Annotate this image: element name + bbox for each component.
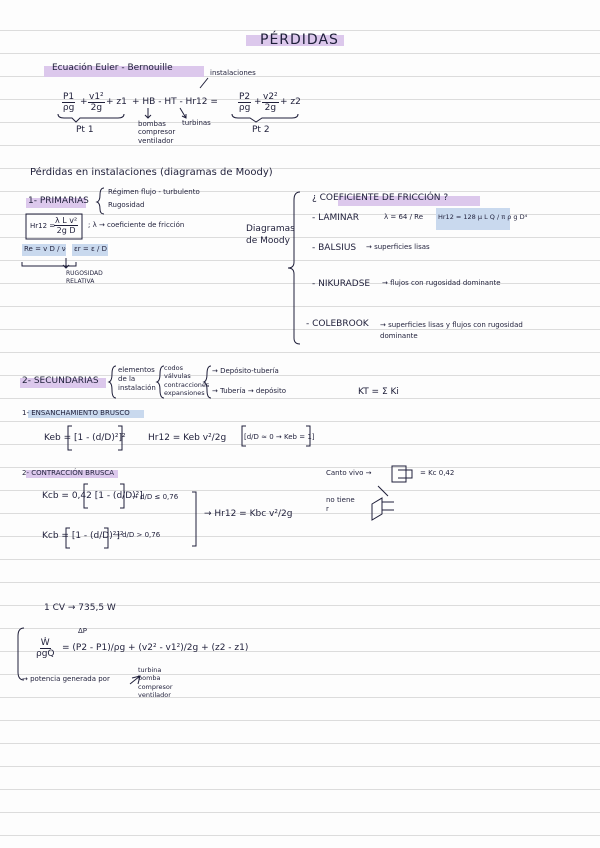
potencia-arrow-note: turbina bomba compresor ventilador [138,666,173,700]
eq-v2-frac [262,92,279,114]
eq-p2-frac [238,92,251,114]
hr12-lhs: Hr12 = [30,222,56,230]
pipe-contraction [392,466,406,482]
eq-v1-den: 2g [90,103,103,114]
brace-kcb [192,492,196,546]
kcb2-formula: Kcb = [1 - (d/D)²]² [42,531,124,541]
contraccion-heading: 2- CONTRACCIÓN BRUSCA [22,469,115,477]
kcb1-condition: → d/D ≤ 0,76 [132,493,179,501]
perdidas-heading: Pérdidas en instalaciones (diagramas de Moody) [30,167,273,178]
kt-formula: KT = Σ Ki [358,387,399,397]
eq-p1-den: ρg [62,103,75,114]
brace-potencia [18,628,24,680]
ht-note: turbinas [182,119,211,127]
kcb1-formula: Kcb = 0,42 [1 - (d/D)²] [42,491,143,501]
er-formula: εr = ε / D [74,245,107,253]
brace-friccion [288,192,300,344]
eq-z2: + z2 [280,97,301,107]
arrow-no-tiene [378,486,388,496]
eq-p1-frac [62,92,75,114]
arrow-hb [145,108,151,118]
secundarias-notes-mid: codos válvulas contracciones expansiones [164,364,210,398]
secundarias-notes-left: elementos de la instalación [118,366,156,393]
rugosidad-note: RUGOSIDAD RELATIVA [66,270,103,285]
brace-elementos [157,366,164,398]
ensanchamiento-limit: [d/D ≈ 0 → Keb = 1] [244,433,315,441]
eq-middle: + HB - HT - Hr12 = [132,97,218,107]
hb-note: bombas compresor ventilador [138,120,176,145]
eq-v2-num: v2² [263,92,278,102]
eq-p2-num: P2 [239,92,251,102]
tuberia-deposito: → Tubería → depósito [212,387,287,395]
friccion-heading: ¿ COEFICIENTE DE FRICCIÓN ? [312,193,449,203]
pipe-rounded [372,498,394,520]
balsius-label: - BALSIUS [312,243,357,253]
colebrook-note: → superficies lisas y flujos con rugosidad dominante [380,321,523,340]
keb-formula: Keb = [1 - (d/D)²]² [44,433,126,443]
laminar-label: - LAMINAR [312,213,360,223]
primarias-note-2: Rugosidad [108,201,145,209]
pt2-label: Pt 2 [252,125,270,135]
eq-p2-den: ρg [238,103,251,114]
eq-v1-frac [88,92,105,114]
cv-conversion: 1 CV → 735,5 W [44,603,116,613]
ensanchamiento-heading: 1- ENSANCHAMIENTO BRUSCO [22,409,130,417]
plus-sign-2: + [254,97,262,107]
eq-v2-den: 2g [264,103,277,114]
eq-p1-num: P1 [63,92,75,102]
bernoulli-heading: Ecuación Euler - Bernouille [52,63,173,73]
w-den: ρgQ [36,649,55,660]
potencia-eq: = (P2 - P1)/ρg + (v2² - v1²)/2g + (z2 - z1) [62,643,249,653]
eq-v1-num: v1² [89,92,104,102]
instalaciones-note: instalaciones [210,69,256,77]
w-frac [36,638,55,660]
secundarias-label: 2- SECUNDARIAS [22,376,99,386]
laminar-formula: λ = 64 / Re [384,213,424,221]
re-formula: Re = v D / ν [24,245,66,253]
arrow-er [63,258,69,268]
w-num: Ẇ [40,638,50,648]
hr12-frac [54,216,78,235]
diagramas-note: Diagramas de Moody [246,224,295,246]
underbrace-pt2 [232,114,298,122]
plus-sign: + [80,97,88,107]
ensanchamiento-hr12: Hr12 = Keb v²/2g [148,433,227,443]
kc-value: = Kc 0,42 [420,469,455,477]
nikuradse-label: - NIKURADSE [312,279,371,289]
brace-primarias [97,188,104,214]
hr12-num: λ L v² [55,216,78,225]
page-title: PÉRDIDAS [260,32,339,48]
potencia-note: → potencia generada por [22,675,110,683]
underbrace-pt1 [58,114,124,122]
brace-secundarias [109,366,116,398]
contraccion-hr12: → Hr12 = Kbc v²/2g [204,509,293,519]
colebrook-label: - COLEBROOK [306,319,369,329]
lambda-note: ; λ → coeficiente de fricción [88,221,185,229]
laminar-hr: Hr12 = 128 μ L Q / π ρ g D⁴ [438,213,528,221]
hr12-den: 2g D [56,226,76,236]
balsius-note: → superficies lisas [366,243,430,251]
no-tiene-note: no tiene r [326,496,355,514]
arrow-ht [180,108,186,118]
primarias-note-1: Régimen flujo - turbulento [108,188,200,196]
dp-label: ΔP [78,627,88,635]
arrow-instalaciones [200,78,208,88]
pt1-label: Pt 1 [76,125,94,135]
nikuradse-note: → flujos con rugosidad dominante [382,279,501,287]
primarias-label: 1- PRIMARIAS [28,196,89,206]
canto-vivo: Canto vivo → [326,469,372,477]
kcb2-condition: → d/D > 0,76 [114,531,161,539]
eq-z1: + z1 [106,97,127,107]
deposito-tuberia: → Depósito-tubería [212,367,279,375]
